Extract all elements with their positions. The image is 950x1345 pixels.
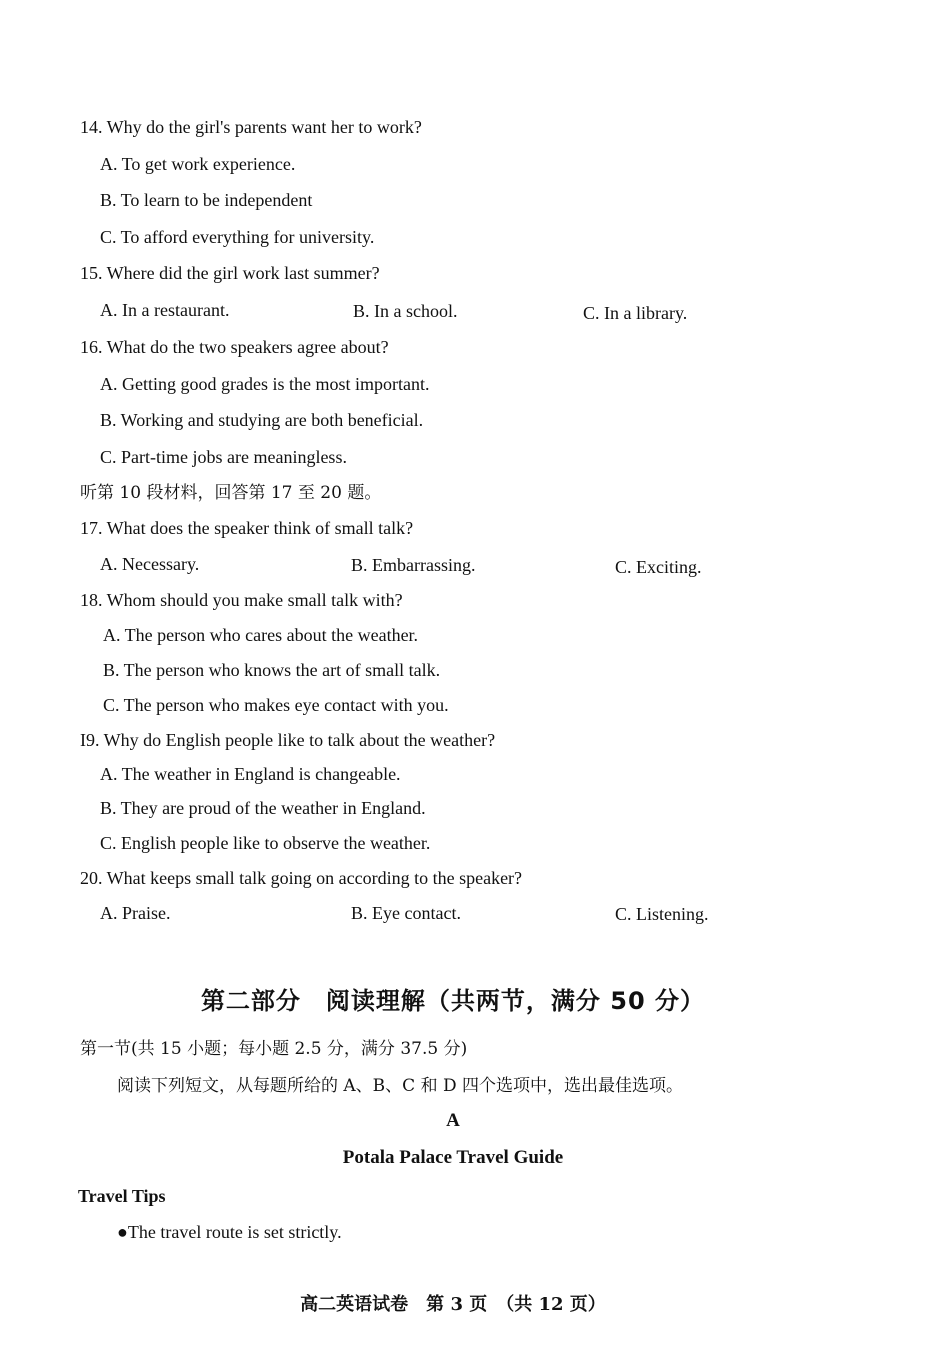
- question-15-option-a: A. In a restaurant.: [100, 300, 230, 320]
- question-20-stem: 20. What keeps small talk going on according to the speaker?: [80, 868, 523, 888]
- question-17-option-b: B. Embarrassing.: [351, 555, 476, 575]
- question-17-option-a: A. Necessary.: [100, 554, 200, 574]
- question-19-option-c: C. English people like to observe the weather.: [100, 833, 431, 853]
- tip-item: ●The travel route is set strictly.: [117, 1222, 342, 1242]
- passage-title: Potala Palace Travel Guide: [342, 1147, 564, 1168]
- question-18-option-a: A. The person who cares about the weather.: [103, 625, 419, 645]
- listening-instruction: 听第 10 段材料，回答第 17 至 20 题。: [80, 483, 382, 503]
- question-20-option-a: A. Praise.: [100, 903, 171, 923]
- page-footer: 高二英语试卷 第 3 页 （共 12 页）: [300, 1294, 606, 1315]
- travel-tips-heading: Travel Tips: [78, 1186, 166, 1206]
- question-15-stem: 15. Where did the girl work last summer?: [80, 263, 380, 283]
- question-18-stem: 18. Whom should you make small talk with?: [80, 590, 403, 610]
- section-one-heading: 第一节(共 15 小题；每小题 2.5 分，满分 37.5 分): [80, 1039, 468, 1059]
- question-16-option-b: B. Working and studying are both beneficial.: [100, 410, 424, 430]
- question-19-stem: I9. Why do English people like to talk about the weather?: [80, 730, 496, 750]
- question-14-option-a: A. To get work experience.: [100, 154, 296, 174]
- question-20-option-b: B. Eye contact.: [351, 903, 461, 923]
- question-18-option-b: B. The person who knows the art of small talk.: [103, 660, 441, 680]
- section-one-instruction: 阅读下列短文，从每题所给的 A、B、C 和 D 四个选项中，选出最佳选项。: [117, 1076, 684, 1096]
- question-14-option-c: C. To afford everything for university.: [100, 227, 375, 247]
- question-14-option-b: B. To learn to be independent: [100, 190, 313, 210]
- part-two-title: 第二部分 阅读理解（共两节，满分 50 分）: [200, 987, 706, 1015]
- question-18-option-c: C. The person who makes eye contact with you.: [103, 695, 449, 715]
- question-17-option-c: C. Exciting.: [615, 557, 702, 577]
- question-16-option-a: A. Getting good grades is the most important.: [100, 374, 430, 394]
- passage-letter: A: [446, 1110, 460, 1131]
- question-14-stem: 14. Why do the girl's parents want her to work?: [80, 117, 422, 137]
- question-15-option-b: B. In a school.: [353, 301, 458, 321]
- question-15-option-c: C. In a library.: [583, 303, 688, 323]
- question-19-option-b: B. They are proud of the weather in England.: [100, 798, 426, 818]
- question-20-option-c: C. Listening.: [615, 904, 709, 924]
- question-16-stem: 16. What do the two speakers agree about?: [80, 337, 389, 357]
- question-16-option-c: C. Part-time jobs are meaningless.: [100, 447, 347, 467]
- question-17-stem: 17. What does the speaker think of small talk?: [80, 518, 414, 538]
- question-19-option-a: A. The weather in England is changeable.: [100, 764, 401, 784]
